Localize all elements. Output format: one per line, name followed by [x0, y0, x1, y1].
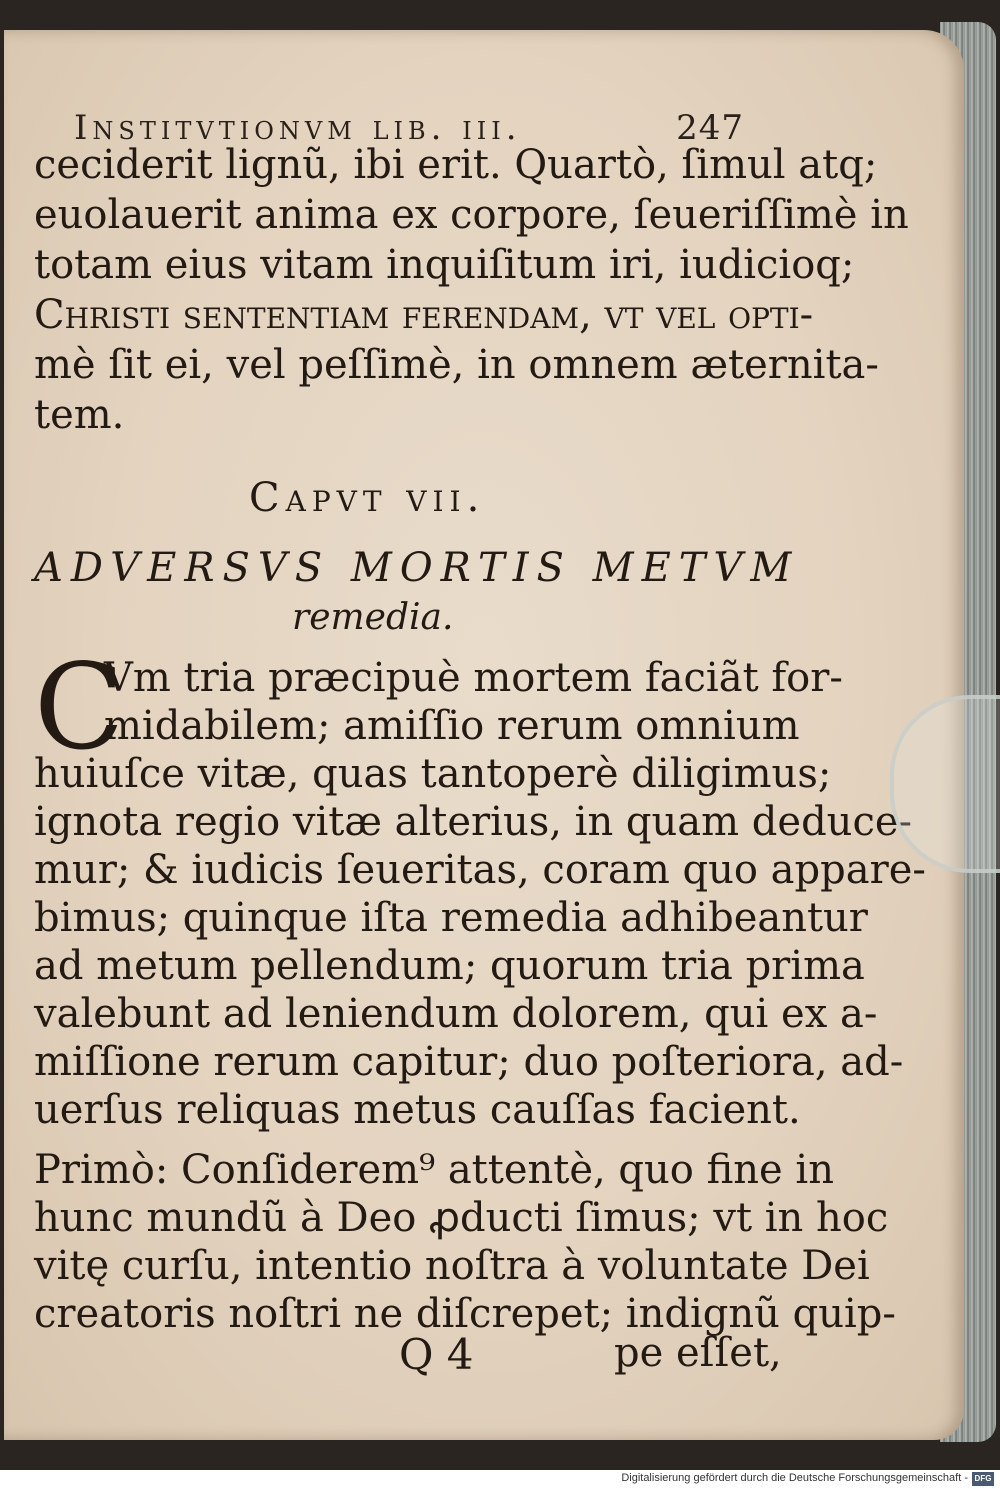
- text-line: totam eius vitam inquiſitum iri, iudicioq;: [34, 242, 855, 288]
- text-line: mè ſit ei, vel peſſimè, in omnem æternita-: [34, 342, 879, 388]
- text-line: Vm tria præcipuè mortem faciãt for-: [104, 655, 843, 701]
- chapter-subtitle-2: remedia.: [292, 597, 454, 638]
- text-line: uerſus reliquas metus cauſſas facient.: [34, 1087, 801, 1133]
- text-line: mur; & iudicis ſeueritas, coram quo appare-: [34, 847, 926, 893]
- signature-mark: Q 4: [399, 1330, 474, 1379]
- drop-cap: C: [34, 638, 125, 776]
- text-line: midabilem; amiſſio rerum omnium: [104, 703, 800, 749]
- dfg-logo: DFG: [972, 1472, 994, 1486]
- text-line: hunc mundũ à Deo ꝓducti ſimus; vt in hoc: [34, 1195, 889, 1241]
- text-line: miſſione rerum capitur; duo poſteriora, ad-: [34, 1039, 904, 1085]
- digitization-note: Digitalisierung gefördert durch die Deutsche Forschungsgemeinschaft -: [621, 1472, 968, 1484]
- text-line: valebunt ad leniendum dolorem, qui ex a-: [34, 991, 878, 1037]
- text-line: bimus; quinque iſta remedia adhibeantur: [34, 895, 868, 941]
- page-number: 247: [676, 108, 744, 148]
- text-line: Christi ſententiam ferendam, vt vel opti-: [34, 292, 814, 338]
- text-line: tem.: [34, 392, 125, 438]
- text-line: ad metum pellendum; quorum tria prima: [34, 943, 865, 989]
- text-line: euolauerit anima ex corpore, ſeueriſſimè in: [34, 192, 909, 238]
- text-line: Primò: Conſiderem⁹ attentè, quo fine in: [34, 1147, 834, 1193]
- chapter-heading: Capvt vii.: [249, 475, 486, 521]
- digitization-footer: [0, 1470, 1000, 1489]
- running-title: Institvtionvm lib. iii.: [74, 108, 522, 148]
- catchword: pe eſſet,: [614, 1330, 782, 1376]
- text-line: ignota regio vitæ alterius, in quam deduce-: [34, 799, 913, 845]
- book-page: [4, 30, 964, 1440]
- text-line: vitę curſu, intentio noſtra à voluntate Dei: [34, 1243, 870, 1289]
- text-line: creatoris noſtri ne diſcrepet; indignũ quip-: [34, 1291, 896, 1337]
- text-line: huiuſce vitæ, quas tantoperè diligimus;: [34, 751, 832, 797]
- text-line: ceciderit lignũ, ibi erit. Quartò, ſimul atq;: [34, 142, 878, 188]
- chapter-subtitle: ADVERSVS MORTIS METVM: [34, 545, 800, 591]
